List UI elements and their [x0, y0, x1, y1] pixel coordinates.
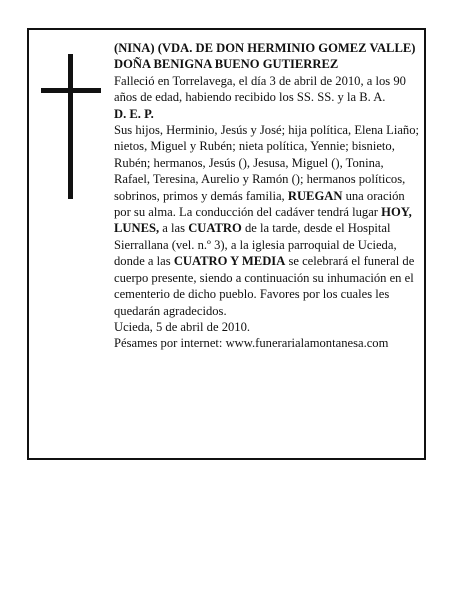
procession-time: CUATRO: [188, 221, 242, 236]
cross-icon: [41, 54, 101, 199]
deceased-name: DOÑA BENIGNA BUENO GUTIERREZ: [114, 57, 339, 72]
request-text-3: de la tarde, desde el Hospital Sierrallana (vel. n.º 3), a la iglesia parroquial de Ucieda, donde a las: [114, 221, 397, 269]
death-info: Falleció en Torrelavega, el día 3 de abril de 2010, a los 90 años de edad, habiendo recibido los SS. SS. y la B. A.: [114, 73, 406, 105]
obituary-text: [114, 40, 419, 352]
funeral-time: CUATRO Y MEDIA: [173, 254, 286, 269]
obituary-notice: [27, 28, 426, 460]
request-keyword: RUEGAN: [287, 188, 343, 203]
request-text-4: se celebrará el funeral de cuerpo presente, siendo a continuación su inhumación en el cementerio de dicho pueblo. Favores por los cuales les quedarán agradecidos.: [114, 254, 415, 318]
deceased-alias: (NINA) (VDA. DE DON HERMINIO GOMEZ VALLE): [114, 41, 416, 55]
day-label: HOY, LUNES,: [114, 205, 412, 236]
family-paragraph: [114, 122, 419, 319]
request-text-1: una oración por su alma. La conducción del cadáver tendrá lugar: [114, 188, 405, 220]
condolences-line: Pésames por internet: www.funerarialamontanesa.com: [114, 336, 389, 351]
family-members: Sus hijos, Herminio, Jesús y José; hija política, Elena Liaño; nietos, Miguel y Rubén; nieta política, Yennie; bisnieto, Rubén; hermanos, Jesús (), Jesusa, Miguel (), Tonina, Rafael, Teresina, Aurelio y Ramón (); hermanos políticos, sobrinos, primos y demás familia,: [114, 123, 420, 203]
request-text-2: a las: [159, 221, 189, 236]
rip-label: D. E. P.: [114, 106, 154, 121]
place-date: Ucieda, 5 de abril de 2010.: [114, 319, 251, 334]
